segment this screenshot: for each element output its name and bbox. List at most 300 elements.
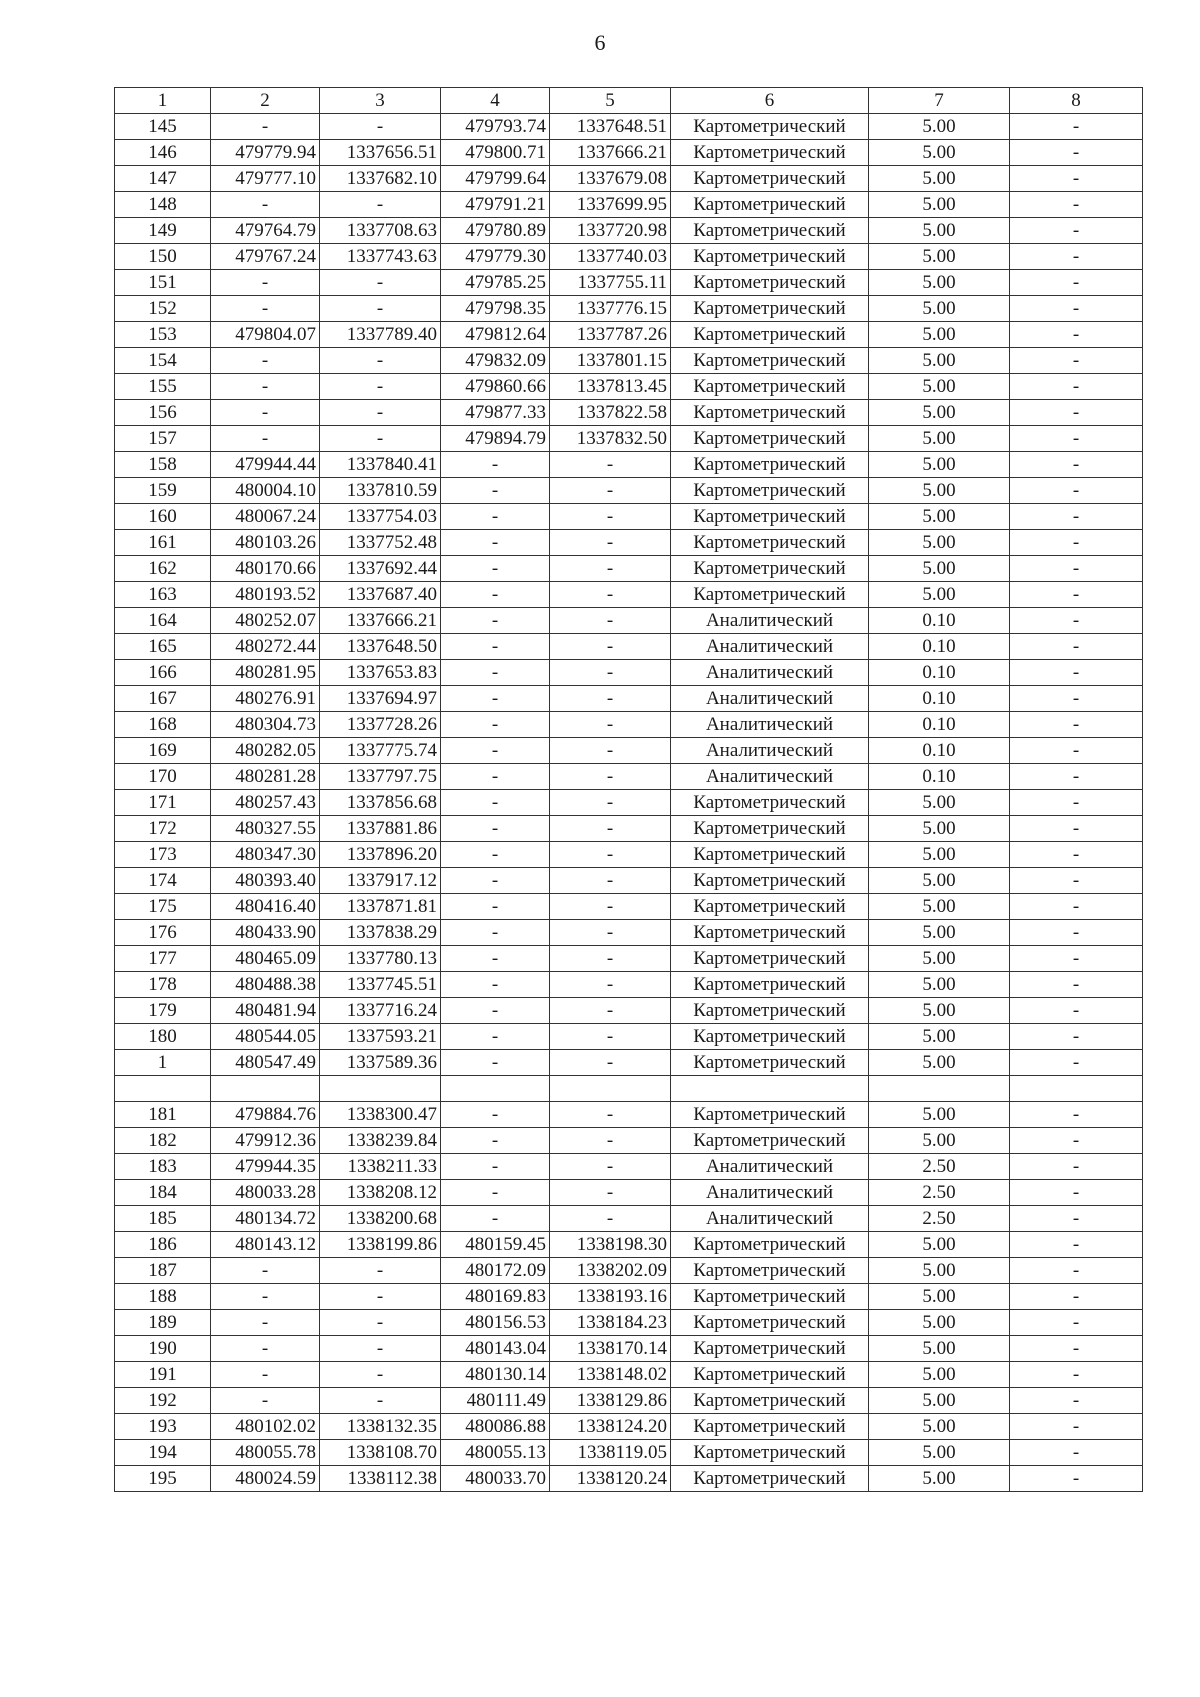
cell-method: Картометрический xyxy=(671,1388,869,1414)
table-row xyxy=(115,868,1143,894)
cell-x-old: 480103.26 xyxy=(211,530,320,556)
table-row xyxy=(115,842,1143,868)
cell-method: Картометрический xyxy=(671,374,869,400)
cell-x-new: 480156.53 xyxy=(441,1310,550,1336)
cell-method: Аналитический xyxy=(671,738,869,764)
cell-method: Картометрический xyxy=(671,348,869,374)
cell-x-new: 480143.04 xyxy=(441,1336,550,1362)
table-row xyxy=(115,712,1143,738)
cell-point-number: 165 xyxy=(115,634,211,660)
table-row xyxy=(115,1440,1143,1466)
cell-method: Картометрический xyxy=(671,166,869,192)
table-row xyxy=(115,816,1143,842)
cell-x-old: 480055.78 xyxy=(211,1440,320,1466)
cell-y-old: 1338199.86 xyxy=(320,1232,441,1258)
cell-accuracy: 5.00 xyxy=(869,374,1010,400)
cell-point-number: 157 xyxy=(115,426,211,452)
cell-x-old: 480481.94 xyxy=(211,998,320,1024)
cell-x-old: 480281.28 xyxy=(211,764,320,790)
cell-accuracy: 5.00 xyxy=(869,972,1010,998)
cell-note: - xyxy=(1010,426,1143,452)
cell-method: Картометрический xyxy=(671,1102,869,1128)
table-row xyxy=(115,322,1143,348)
table-row xyxy=(115,426,1143,452)
table-row xyxy=(115,218,1143,244)
cell-accuracy: 0.10 xyxy=(869,634,1010,660)
cell-accuracy: 5.00 xyxy=(869,1440,1010,1466)
cell-y-old: 1337896.20 xyxy=(320,842,441,868)
cell-method: Картометрический xyxy=(671,1414,869,1440)
cell-point-number: 181 xyxy=(115,1102,211,1128)
cell-y-new: 1337666.21 xyxy=(550,140,671,166)
cell-point-number: 154 xyxy=(115,348,211,374)
cell-y-old: 1337856.68 xyxy=(320,790,441,816)
cell-y-new: - xyxy=(550,1050,671,1076)
cell-x-new: - xyxy=(441,998,550,1024)
cell-note: - xyxy=(1010,114,1143,140)
cell-x-old: 480276.91 xyxy=(211,686,320,712)
cell-point-number: 160 xyxy=(115,504,211,530)
cell-method: Картометрический xyxy=(671,270,869,296)
cell-x-new: - xyxy=(441,738,550,764)
cell-note: - xyxy=(1010,1102,1143,1128)
cell-point-number: 169 xyxy=(115,738,211,764)
cell-x-old: 479944.44 xyxy=(211,452,320,478)
column-header-6: 6 xyxy=(671,88,869,114)
cell-point-number: 183 xyxy=(115,1154,211,1180)
table-row xyxy=(115,114,1143,140)
cell-y-old: 1337840.41 xyxy=(320,452,441,478)
cell-point-number: 170 xyxy=(115,764,211,790)
cell-point-number: 156 xyxy=(115,400,211,426)
table-row xyxy=(115,1362,1143,1388)
cell-accuracy: 5.00 xyxy=(869,1336,1010,1362)
cell-y-old: 1338208.12 xyxy=(320,1180,441,1206)
cell-y-new: - xyxy=(550,686,671,712)
cell-y-old xyxy=(320,1076,441,1102)
cell-y-new: - xyxy=(550,972,671,998)
cell-x-old: - xyxy=(211,400,320,426)
table-row xyxy=(115,972,1143,998)
cell-note: - xyxy=(1010,1466,1143,1492)
cell-x-new: 479877.33 xyxy=(441,400,550,426)
cell-point-number: 166 xyxy=(115,660,211,686)
cell-y-old: 1337653.83 xyxy=(320,660,441,686)
cell-y-new: - xyxy=(550,478,671,504)
cell-x-old: 480193.52 xyxy=(211,582,320,608)
cell-accuracy: 5.00 xyxy=(869,114,1010,140)
cell-method: Картометрический xyxy=(671,426,869,452)
cell-y-old: 1337754.03 xyxy=(320,504,441,530)
cell-method: Аналитический xyxy=(671,1154,869,1180)
cell-y-new: 1337801.15 xyxy=(550,348,671,374)
cell-x-new: - xyxy=(441,530,550,556)
cell-accuracy xyxy=(869,1076,1010,1102)
cell-y-old: 1337708.63 xyxy=(320,218,441,244)
cell-method: Картометрический xyxy=(671,972,869,998)
cell-note: - xyxy=(1010,686,1143,712)
cell-x-old: 480143.12 xyxy=(211,1232,320,1258)
cell-accuracy: 5.00 xyxy=(869,582,1010,608)
cell-y-new: 1337699.95 xyxy=(550,192,671,218)
cell-x-old: - xyxy=(211,270,320,296)
table-row xyxy=(115,998,1143,1024)
cell-note: - xyxy=(1010,1388,1143,1414)
cell-method: Аналитический xyxy=(671,608,869,634)
cell-y-old: 1337871.81 xyxy=(320,894,441,920)
cell-x-old: 480272.44 xyxy=(211,634,320,660)
cell-accuracy: 0.10 xyxy=(869,738,1010,764)
cell-accuracy: 5.00 xyxy=(869,348,1010,374)
cell-note: - xyxy=(1010,1050,1143,1076)
cell-y-new: 1338148.02 xyxy=(550,1362,671,1388)
cell-note: - xyxy=(1010,1336,1143,1362)
cell-point-number: 177 xyxy=(115,946,211,972)
cell-method: Картометрический xyxy=(671,1050,869,1076)
column-header-1: 1 xyxy=(115,88,211,114)
cell-y-old: - xyxy=(320,296,441,322)
cell-note xyxy=(1010,1076,1143,1102)
cell-method: Аналитический xyxy=(671,1180,869,1206)
cell-x-new: - xyxy=(441,504,550,530)
cell-accuracy: 5.00 xyxy=(869,270,1010,296)
cell-method xyxy=(671,1076,869,1102)
cell-note: - xyxy=(1010,816,1143,842)
cell-y-new: - xyxy=(550,790,671,816)
table-row xyxy=(115,634,1143,660)
cell-y-new: - xyxy=(550,582,671,608)
cell-note: - xyxy=(1010,244,1143,270)
cell-x-new: - xyxy=(441,1154,550,1180)
cell-note: - xyxy=(1010,1258,1143,1284)
cell-x-old xyxy=(211,1076,320,1102)
cell-note: - xyxy=(1010,1206,1143,1232)
cell-point-number: 178 xyxy=(115,972,211,998)
cell-method: Картометрический xyxy=(671,556,869,582)
cell-y-new: - xyxy=(550,738,671,764)
cell-method: Картометрический xyxy=(671,868,869,894)
cell-accuracy: 5.00 xyxy=(869,1232,1010,1258)
cell-method: Картометрический xyxy=(671,1284,869,1310)
cell-accuracy: 5.00 xyxy=(869,946,1010,972)
cell-note: - xyxy=(1010,270,1143,296)
cell-note: - xyxy=(1010,1180,1143,1206)
cell-accuracy: 0.10 xyxy=(869,764,1010,790)
cell-note: - xyxy=(1010,634,1143,660)
cell-y-old: - xyxy=(320,1336,441,1362)
cell-x-old: 480416.40 xyxy=(211,894,320,920)
cell-x-old: 479884.76 xyxy=(211,1102,320,1128)
cell-accuracy: 5.00 xyxy=(869,556,1010,582)
cell-y-old: 1337780.13 xyxy=(320,946,441,972)
cell-x-old: 479777.10 xyxy=(211,166,320,192)
cell-note: - xyxy=(1010,660,1143,686)
cell-x-old: - xyxy=(211,374,320,400)
table-row xyxy=(115,140,1143,166)
cell-method: Картометрический xyxy=(671,140,869,166)
cell-y-new: - xyxy=(550,946,671,972)
cell-point-number: 168 xyxy=(115,712,211,738)
cell-x-new: 480086.88 xyxy=(441,1414,550,1440)
cell-point-number: 179 xyxy=(115,998,211,1024)
cell-point-number: 145 xyxy=(115,114,211,140)
table-row xyxy=(115,1128,1143,1154)
cell-y-new: - xyxy=(550,608,671,634)
cell-y-new: 1338119.05 xyxy=(550,1440,671,1466)
cell-accuracy: 5.00 xyxy=(869,1414,1010,1440)
cell-x-new: - xyxy=(441,1180,550,1206)
cell-accuracy: 5.00 xyxy=(869,1388,1010,1414)
table-row xyxy=(115,1466,1143,1492)
cell-x-old: 480282.05 xyxy=(211,738,320,764)
cell-accuracy: 5.00 xyxy=(869,920,1010,946)
cell-x-old: 479944.35 xyxy=(211,1154,320,1180)
cell-method: Картометрический xyxy=(671,1128,869,1154)
cell-x-new: 480033.70 xyxy=(441,1466,550,1492)
cell-x-old: 480544.05 xyxy=(211,1024,320,1050)
cell-x-old: 480304.73 xyxy=(211,712,320,738)
cell-x-new: 479780.89 xyxy=(441,218,550,244)
table-row xyxy=(115,660,1143,686)
cell-accuracy: 0.10 xyxy=(869,660,1010,686)
cell-y-new: - xyxy=(550,634,671,660)
cell-x-old: 480465.09 xyxy=(211,946,320,972)
cell-y-old: 1337743.63 xyxy=(320,244,441,270)
cell-method: Аналитический xyxy=(671,686,869,712)
cell-method: Аналитический xyxy=(671,1206,869,1232)
cell-y-old: 1337593.21 xyxy=(320,1024,441,1050)
cell-y-old: 1338200.68 xyxy=(320,1206,441,1232)
cell-x-old: 480102.02 xyxy=(211,1414,320,1440)
cell-x-new: 479832.09 xyxy=(441,348,550,374)
cell-x-old: 480033.28 xyxy=(211,1180,320,1206)
cell-point-number: 159 xyxy=(115,478,211,504)
cell-point-number: 175 xyxy=(115,894,211,920)
cell-point-number: 152 xyxy=(115,296,211,322)
cell-point-number: 184 xyxy=(115,1180,211,1206)
cell-note: - xyxy=(1010,1414,1143,1440)
cell-note: - xyxy=(1010,322,1143,348)
coordinates-table xyxy=(114,87,1143,1492)
cell-point-number: 186 xyxy=(115,1232,211,1258)
cell-y-new: 1338120.24 xyxy=(550,1466,671,1492)
cell-method: Картометрический xyxy=(671,244,869,270)
cell-x-new: - xyxy=(441,660,550,686)
cell-method: Картометрический xyxy=(671,478,869,504)
cell-y-old: 1337881.86 xyxy=(320,816,441,842)
cell-y-new: - xyxy=(550,998,671,1024)
cell-method: Картометрический xyxy=(671,1232,869,1258)
cell-point-number: 158 xyxy=(115,452,211,478)
cell-x-new: 479894.79 xyxy=(441,426,550,452)
cell-x-old: 480252.07 xyxy=(211,608,320,634)
table-row xyxy=(115,400,1143,426)
cell-x-new: - xyxy=(441,790,550,816)
cell-y-new: 1338124.20 xyxy=(550,1414,671,1440)
cell-accuracy: 0.10 xyxy=(869,686,1010,712)
cell-accuracy: 5.00 xyxy=(869,868,1010,894)
table-row xyxy=(115,790,1143,816)
cell-x-new: 480169.83 xyxy=(441,1284,550,1310)
cell-accuracy: 5.00 xyxy=(869,1362,1010,1388)
cell-y-new: - xyxy=(550,452,671,478)
cell-method: Картометрический xyxy=(671,504,869,530)
cell-note: - xyxy=(1010,1284,1143,1310)
cell-method: Картометрический xyxy=(671,946,869,972)
cell-point-number: 167 xyxy=(115,686,211,712)
cell-y-old: 1337789.40 xyxy=(320,322,441,348)
cell-y-old: 1337687.40 xyxy=(320,582,441,608)
cell-method: Картометрический xyxy=(671,1258,869,1284)
cell-x-old: - xyxy=(211,1336,320,1362)
cell-note: - xyxy=(1010,946,1143,972)
cell-y-new xyxy=(550,1076,671,1102)
cell-y-new: 1337787.26 xyxy=(550,322,671,348)
cell-accuracy: 5.00 xyxy=(869,166,1010,192)
cell-x-new: - xyxy=(441,452,550,478)
cell-x-new: 479799.64 xyxy=(441,166,550,192)
cell-x-new: - xyxy=(441,1024,550,1050)
cell-method: Картометрический xyxy=(671,842,869,868)
table-row xyxy=(115,1336,1143,1362)
cell-method: Аналитический xyxy=(671,712,869,738)
cell-method: Картометрический xyxy=(671,790,869,816)
cell-y-old: 1337716.24 xyxy=(320,998,441,1024)
cell-method: Картометрический xyxy=(671,1024,869,1050)
column-header-5: 5 xyxy=(550,88,671,114)
cell-point-number: 151 xyxy=(115,270,211,296)
cell-note: - xyxy=(1010,452,1143,478)
cell-method: Картометрический xyxy=(671,296,869,322)
cell-y-old: - xyxy=(320,1310,441,1336)
cell-x-new: - xyxy=(441,686,550,712)
cell-method: Картометрический xyxy=(671,400,869,426)
cell-x-old: - xyxy=(211,296,320,322)
cell-point-number: 173 xyxy=(115,842,211,868)
cell-method: Картометрический xyxy=(671,1310,869,1336)
cell-x-new: 480055.13 xyxy=(441,1440,550,1466)
cell-point-number: 176 xyxy=(115,920,211,946)
cell-x-new: 479793.74 xyxy=(441,114,550,140)
cell-x-new: - xyxy=(441,1128,550,1154)
cell-note: - xyxy=(1010,504,1143,530)
cell-y-new: 1338170.14 xyxy=(550,1336,671,1362)
cell-x-old: - xyxy=(211,1310,320,1336)
cell-note: - xyxy=(1010,140,1143,166)
cell-note: - xyxy=(1010,738,1143,764)
cell-x-old: 480067.24 xyxy=(211,504,320,530)
cell-method: Картометрический xyxy=(671,816,869,842)
cell-y-old: - xyxy=(320,1258,441,1284)
cell-point-number: 180 xyxy=(115,1024,211,1050)
cell-y-old: - xyxy=(320,192,441,218)
cell-note: - xyxy=(1010,712,1143,738)
cell-y-old: - xyxy=(320,426,441,452)
cell-note: - xyxy=(1010,608,1143,634)
header-row xyxy=(115,88,1143,114)
cell-x-old: 479779.94 xyxy=(211,140,320,166)
table-row xyxy=(115,296,1143,322)
table-row xyxy=(115,582,1143,608)
cell-x-new: - xyxy=(441,1102,550,1128)
table-row xyxy=(115,946,1143,972)
cell-method: Картометрический xyxy=(671,218,869,244)
table-row xyxy=(115,764,1143,790)
cell-method: Аналитический xyxy=(671,634,869,660)
cell-note: - xyxy=(1010,998,1143,1024)
cell-accuracy: 5.00 xyxy=(869,998,1010,1024)
cell-note: - xyxy=(1010,1024,1143,1050)
cell-y-new: - xyxy=(550,868,671,894)
cell-accuracy: 5.00 xyxy=(869,1284,1010,1310)
cell-x-new: 479785.25 xyxy=(441,270,550,296)
cell-y-old: - xyxy=(320,400,441,426)
cell-point-number: 182 xyxy=(115,1128,211,1154)
cell-note: - xyxy=(1010,1362,1143,1388)
cell-point-number: 187 xyxy=(115,1258,211,1284)
cell-note: - xyxy=(1010,556,1143,582)
cell-y-old: - xyxy=(320,270,441,296)
cell-accuracy: 5.00 xyxy=(869,192,1010,218)
cell-x-new: - xyxy=(441,972,550,998)
cell-y-new: - xyxy=(550,816,671,842)
cell-accuracy: 5.00 xyxy=(869,530,1010,556)
cell-y-new: 1338193.16 xyxy=(550,1284,671,1310)
table-body xyxy=(115,114,1143,1492)
cell-y-old: - xyxy=(320,114,441,140)
cell-x-new: - xyxy=(441,764,550,790)
cell-accuracy: 5.00 xyxy=(869,1050,1010,1076)
cell-note: - xyxy=(1010,868,1143,894)
cell-note: - xyxy=(1010,1232,1143,1258)
cell-y-old: 1338132.35 xyxy=(320,1414,441,1440)
cell-method: Аналитический xyxy=(671,764,869,790)
cell-y-new: - xyxy=(550,1154,671,1180)
table-row xyxy=(115,1258,1143,1284)
cell-x-new: - xyxy=(441,478,550,504)
cell-method: Аналитический xyxy=(671,660,869,686)
cell-y-old: 1337694.97 xyxy=(320,686,441,712)
cell-note: - xyxy=(1010,192,1143,218)
cell-x-old: 479912.36 xyxy=(211,1128,320,1154)
cell-accuracy: 5.00 xyxy=(869,322,1010,348)
cell-x-new: 479812.64 xyxy=(441,322,550,348)
cell-point-number: 172 xyxy=(115,816,211,842)
cell-x-old: - xyxy=(211,1388,320,1414)
cell-y-old: - xyxy=(320,1362,441,1388)
cell-x-old: 480257.43 xyxy=(211,790,320,816)
cell-accuracy: 5.00 xyxy=(869,1024,1010,1050)
table-row xyxy=(115,530,1143,556)
table-row xyxy=(115,270,1143,296)
table-row xyxy=(115,920,1143,946)
cell-accuracy: 5.00 xyxy=(869,504,1010,530)
cell-y-old: 1337797.75 xyxy=(320,764,441,790)
cell-y-old: - xyxy=(320,1284,441,1310)
cell-x-new: - xyxy=(441,842,550,868)
cell-note: - xyxy=(1010,348,1143,374)
cell-note: - xyxy=(1010,1440,1143,1466)
cell-method: Картометрический xyxy=(671,192,869,218)
cell-accuracy: 5.00 xyxy=(869,218,1010,244)
cell-method: Картометрический xyxy=(671,322,869,348)
table-row xyxy=(115,738,1143,764)
cell-accuracy: 5.00 xyxy=(869,478,1010,504)
cell-point-number: 194 xyxy=(115,1440,211,1466)
cell-x-new: 479798.35 xyxy=(441,296,550,322)
cell-y-new: 1337832.50 xyxy=(550,426,671,452)
cell-point-number: 192 xyxy=(115,1388,211,1414)
